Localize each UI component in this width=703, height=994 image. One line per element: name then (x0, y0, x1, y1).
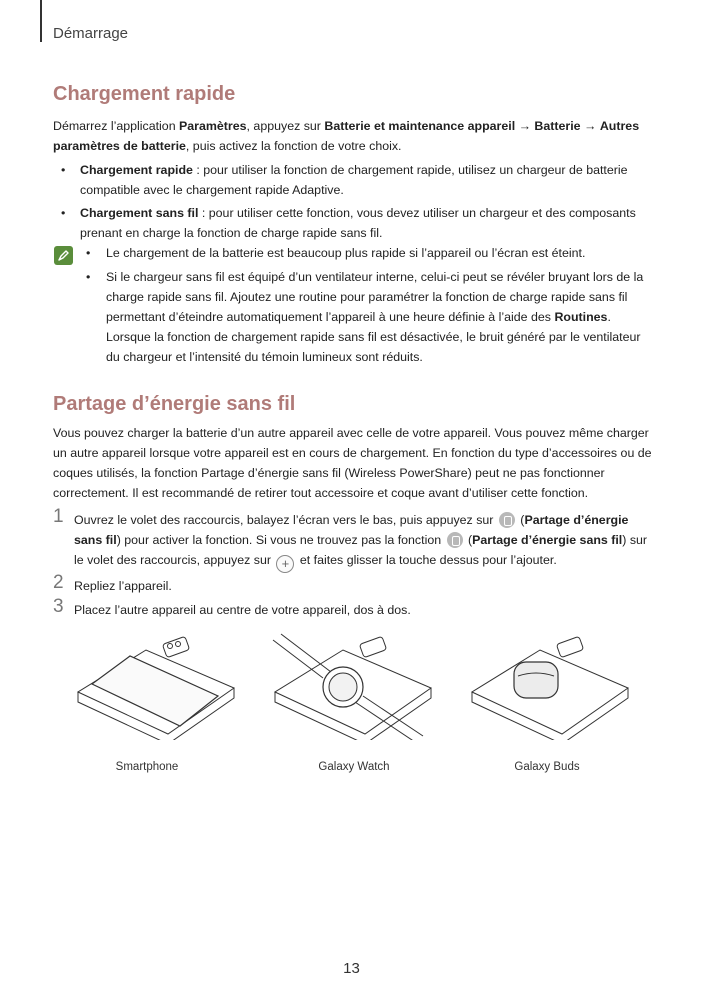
section-title-chargement-rapide: Chargement rapide (53, 83, 236, 105)
section-title-partage-energie: Partage d’énergie sans fil (53, 393, 296, 415)
watch-on-fold-illustration (265, 630, 435, 740)
add-icon: + (276, 555, 294, 573)
page-number: 13 (343, 960, 360, 977)
page-header: Démarrage (53, 25, 129, 42)
buds-on-fold-illustration (462, 630, 632, 740)
figure-caption: Smartphone (115, 761, 179, 773)
note-icon (54, 246, 73, 265)
figure-caption: Galaxy Watch (318, 761, 390, 773)
smartphone-on-fold-illustration (68, 630, 238, 740)
section1-intro: Démarrez l’application Paramètres, appuyez sur Batterie et maintenance appareil → Batterie → Autres paramètres de batterie, puis activez la fonction de votre choix. (53, 119, 640, 153)
header-rule (40, 0, 42, 42)
figure-caption: Galaxy Buds (514, 761, 580, 773)
section2-intro: Vous pouvez charger la batterie d’un autre appareil avec celle de votre appareil. Vous pouvez même charger un autre appareil lorsque votre appareil est en cours de chargement. En fonction du type d’accessoires ou de coques utilisés, la fonction Partage d’énergie sans fil (Wireless PowerShare) peut ne pas fonctionner correctement. Il est recommandé de retirer tout accessoire et coque avant d’utiliser cette fonction. (53, 426, 652, 500)
power-share-icon (499, 512, 515, 528)
power-share-icon (447, 532, 463, 548)
